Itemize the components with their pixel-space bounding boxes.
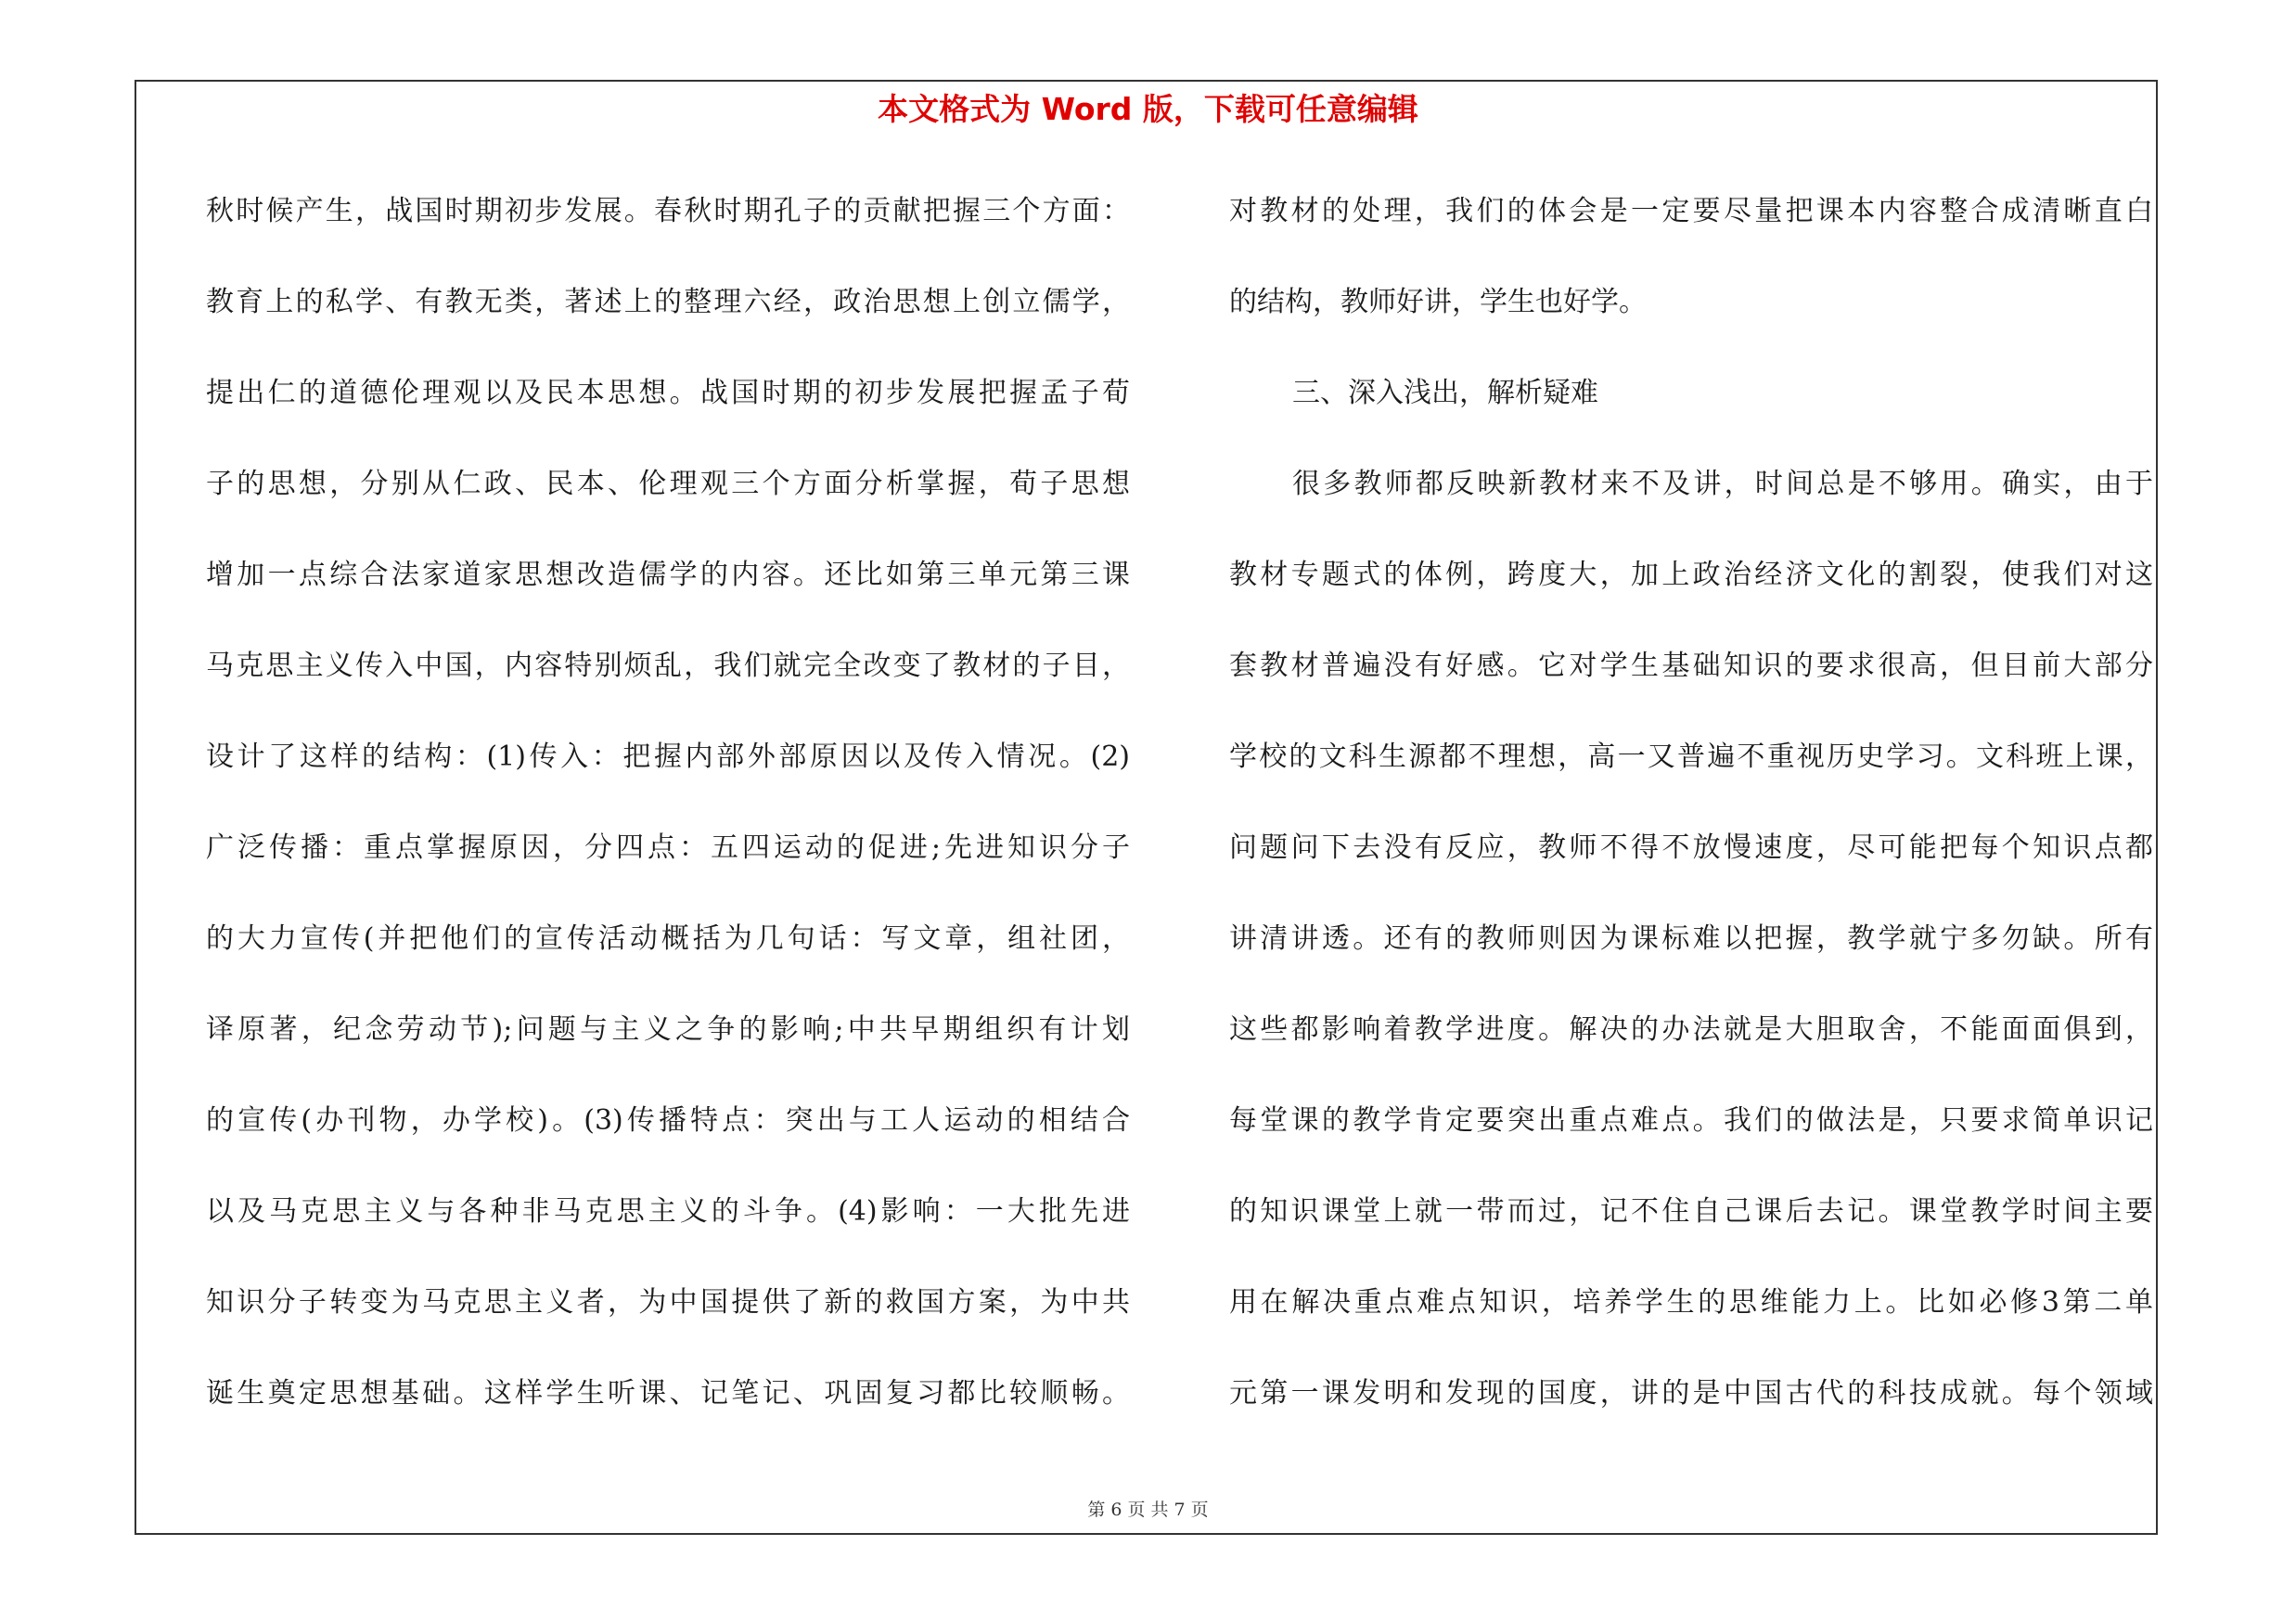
text-line: 增加一点综合法家道家思想改造儒学的内容。还比如第三单元第三课: [206, 559, 1130, 591]
right-column: [1229, 182, 2153, 1455]
text-line: 的知识课堂上就一带而过，记不住自己课后去记。课堂教学时间主要: [1229, 1195, 2153, 1228]
page-number-footer: 第 6 页 共 7 页: [1087, 1500, 1209, 1520]
text-line: 很多教师都反映新教材来不及讲，时间总是不够用。确实，由于: [1292, 468, 2153, 500]
text-line: 讲清讲透。还有的教师则因为课标难以把握，教学就宁多勿缺。所有: [1229, 922, 2153, 955]
text-line: 用在解决重点难点知识，培养学生的思维能力上。比如必修3第二单: [1229, 1286, 2153, 1319]
text-line: 的大力宣传(并把他们的宣传活动概括为几句话：写文章，组社团，: [206, 922, 1130, 955]
text-line: 子的思想，分别从仁政、民本、伦理观三个方面分析掌握，荀子思想: [206, 468, 1130, 500]
left-column: [206, 182, 1130, 1455]
text-line: 知识分子转变为马克思主义者，为中国提供了新的救国方案，为中共: [206, 1286, 1130, 1319]
text-line: 诞生奠定思想基础。这样学生听课、记笔记、巩固复习都比较顺畅。: [206, 1377, 1130, 1410]
text-line: 的结构，教师好讲，学生也好学。: [1229, 286, 1647, 318]
text-line: 秋时候产生，战国时期初步发展。春秋时期孔子的贡献把握三个方面：: [206, 195, 1130, 227]
text-line: 这些都影响着教学进度。解决的办法就是大胆取舍，不能面面俱到，: [1229, 1013, 2153, 1046]
header-banner: 本文格式为 Word 版，下载可任意编辑: [878, 91, 1418, 127]
text-line: 对教材的处理，我们的体会是一定要尽量把课本内容整合成清晰直白: [1229, 195, 2153, 227]
text-line: 教材专题式的体例，跨度大，加上政治经济文化的割裂，使我们对这: [1229, 559, 2153, 591]
text-line: 以及马克思主义与各种非马克思主义的斗争。(4)影响：一大批先进: [206, 1195, 1130, 1228]
text-line: 问题问下去没有反应，教师不得不放慢速度，尽可能把每个知识点都: [1229, 831, 2153, 864]
text-line: 套教材普遍没有好感。它对学生基础知识的要求很高，但目前大部分: [1229, 650, 2153, 682]
text-line: 每堂课的教学肯定要突出重点难点。我们的做法是，只要求简单识记: [1229, 1104, 2153, 1137]
text-line: 元第一课发明和发现的国度，讲的是中国古代的科技成就。每个领域: [1229, 1377, 2153, 1410]
text-line: 教育上的私学、有教无类，著述上的整理六经，政治思想上创立儒学，: [206, 286, 1130, 318]
section-heading: 三、深入浅出，解析疑难: [1292, 377, 1598, 409]
text-line: 译原著，纪念劳动节);问题与主义之争的影响;中共早期组织有计划: [206, 1013, 1130, 1046]
text-line: 马克思主义传入中国，内容特别烦乱，我们就完全改变了教材的子目，: [206, 650, 1130, 682]
text-line: 提出仁的道德伦理观以及民本思想。战国时期的初步发展把握孟子荀: [206, 377, 1130, 409]
text-line: 设计了这样的结构：(1)传入：把握内部外部原因以及传入情况。(2): [206, 741, 1130, 773]
text-line: 广泛传播：重点掌握原因，分四点：五四运动的促进;先进知识分子: [206, 831, 1130, 864]
text-line: 学校的文科生源都不理想，高一又普遍不重视历史学习。文科班上课，: [1229, 741, 2153, 773]
text-line: 的宣传(办刊物，办学校)。(3)传播特点：突出与工人运动的相结合: [206, 1104, 1130, 1137]
